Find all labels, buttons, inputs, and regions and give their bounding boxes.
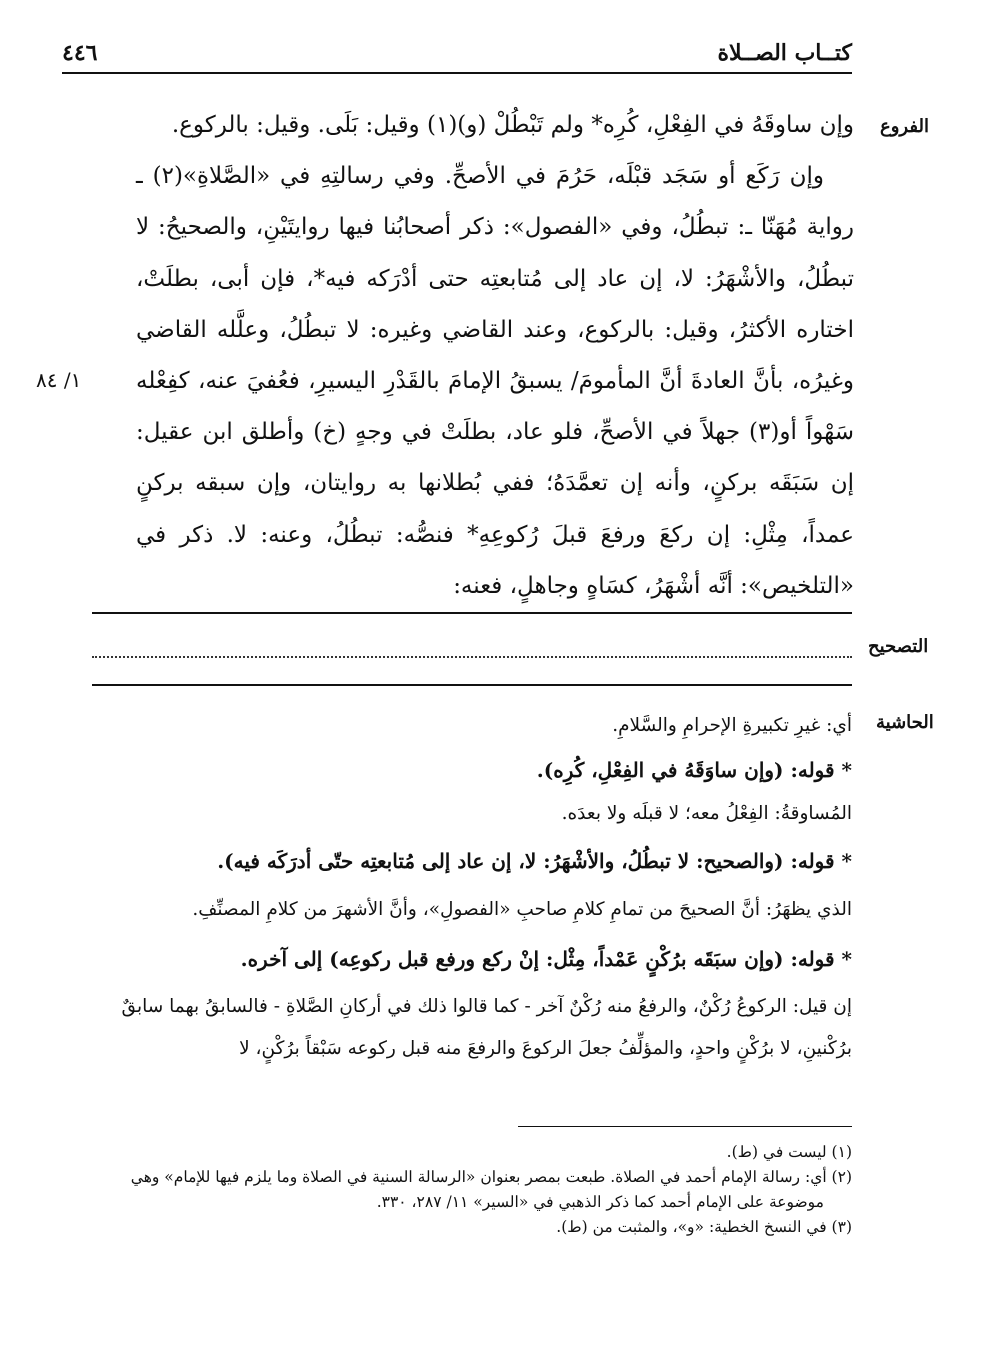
label-tashih: التصحيح [868, 636, 929, 657]
footnote-2: (٢) أي: رسالة الإمام أحمد في الصلاة. طبعت بمصر بعنوان «الرسالة السنية في الصلاة وما يلزم فيها للإمام» وهي [130, 1168, 852, 1186]
running-header [62, 36, 852, 74]
hashiya-quote-2: * قوله: (والصحيح: لا تبطُلُ، والأشْهَرُ: لا، إن عاد إلى مُتابعتِه حتّى أدرَكَه فيه). [217, 849, 852, 873]
hashiya-comment-3: إن قيل: الركوعُ رُكْنٌ، والرفعُ منه رُكْنٌ آخر - كما قالوا ذلك في أركانِ الصَّلاةِ - فالسابقُ بهما سابقٌ برُكْنينِ، لا برُكْنٍ واحدٍ، والمؤلِّفُ جعلَ الركوعَ والرفعَ منه قبل ركوعه سَبْقاً برُكْنٍ، لا [121, 996, 852, 1059]
hashiya-rule [92, 684, 852, 686]
footnotes [70, 1140, 852, 1240]
hashiya-line-1: أي: غيرِ تكبيرةِ الإحرامِ والسَّلامِ. [612, 715, 852, 736]
tashih-dotted-line [92, 656, 852, 658]
main-text-rule [92, 612, 852, 614]
main-text [136, 100, 854, 612]
footnote-3: (٣) في النسخ الخطية: «و»، والمثبت من (ط). [556, 1218, 852, 1236]
hashiya-comment-1: المُساوقةُ: الفِعْلُ معه؛ لا قبلَه ولا بعدَه. [561, 803, 852, 824]
hashiya-text [86, 706, 852, 1070]
hashiya-quote-3: * قوله: (وإن سبَقَه برُكْنٍ عَمْداً، مِثْل: إنْ ركع ورفع قبل ركوعِه) إلى آخره. [240, 947, 852, 971]
footnote-rule [518, 1126, 852, 1127]
chapter-title: كتــاب الصــلاة [717, 40, 852, 66]
main-paragraph-1: وإن ساوقَهُ في الفِعْلِ، كُرِه* ولم تَبْطُلْ (و)(١) وقيل: بَلَى. وقيل: بالركوع. [171, 112, 854, 138]
footnote-1: (١) ليست في (ط). [726, 1143, 852, 1161]
page-number: ٤٤٦ [62, 40, 98, 66]
footnote-2-continued: موضوعة على الإمام أحمد كما ذكر الذهبي في «السير» ١١/ ٢٨٧، ٣٣٠. [376, 1193, 824, 1211]
label-furu: الفروع [880, 116, 929, 137]
main-paragraph-2: وإن رَكَع أو سَجَد قبْلَه، حَرُمَ في الأصحِّ. وفي رسالتِهِ في «الصَّلاةِ»(٢) ـ رواية مُهَنّا ـ: تبطُلُ، وفي «الفصول»: ذكر أصحابُنا فيها روايتَيْنِ، والصحيحُ: لا تبطُلُ، والأشْهَرُ: لا، إن عاد إلى مُتابعتِه حتى أدْرَكه فيه*، فإن أبى، بطلَتْ، اختاره الأكثرُ، وقيل: بالركوع، وعند القاضي وغيره: لا تبطُلُ، وعلَّله القاضي وغيرُه، بأنَّ العادةَ أنَّ المأمومَ/ يسبقُ الإمامَ بالقَدْرِ اليسيرِ، فعُفيَ عنه، كفِعْله سَهْواً أو(٣) جهلاً في الأصحِّ، فلو عاد، بطلَتْ في وجهٍ (خ) وأطلق ابن عقيل: إن سَبَقَه بركنٍ، وأنه إن تعمَّدَهُ؛ ففي بُطلانها به روايتان، وإن سبقه بركنٍ عمداً، مِثْلِ: إن ركعَ ورفعَ قبلَ رُكوعِهِ* فنصُّه: تبطُلُ، وعنه: لا. ذكر في «التلخيص»: أنَّه أشْهَرُ، كسَاهٍ وجاهلٍ، فعنه: [136, 163, 854, 599]
hashiya-comment-2: الذي يظهَرُ: أنَّ الصحيحَ من تمامِ كلامِ صاحبِ «الفصولِ»، وأنَّ الأشهرَ من كلامِ المصنِّفِ. [192, 899, 852, 920]
label-hashiya: الحاشية [876, 712, 934, 733]
hashiya-quote-1: * قوله: (وإن ساوَقَهُ في الفِعْلِ، كُرِه). [536, 758, 852, 782]
folio-reference: ١/ ٨٤ [36, 368, 82, 392]
